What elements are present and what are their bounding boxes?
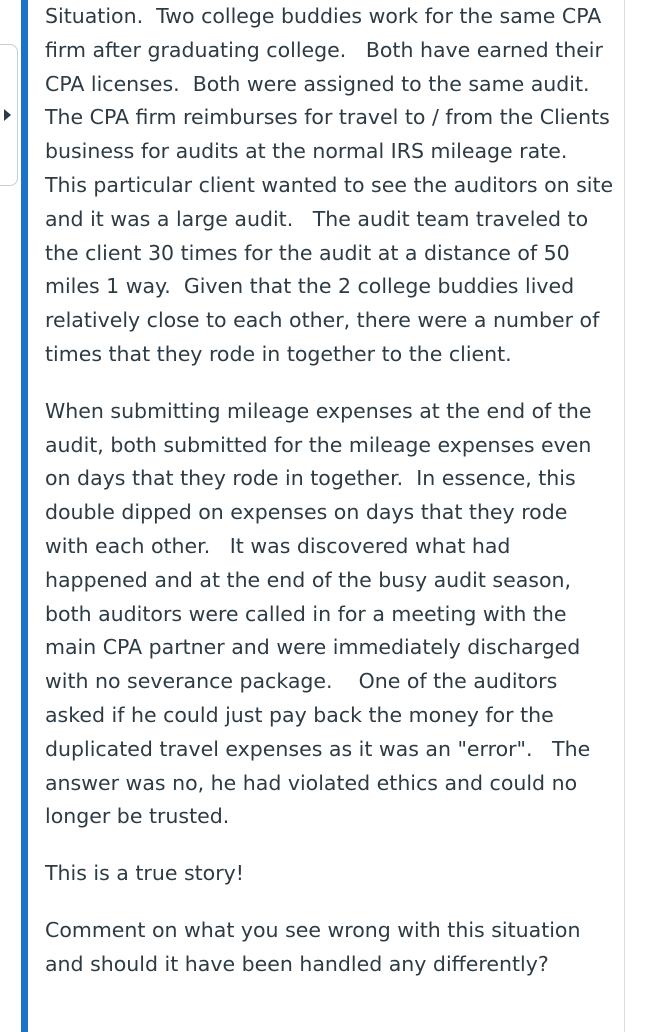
content-right-border xyxy=(624,0,625,1032)
paragraph-spacer xyxy=(45,372,617,395)
triangle-right-icon xyxy=(4,109,11,121)
paragraph-details: When submitting mileage expenses at the end of the audit, both submitted for the mileage expenses even on days that they rode in together. In essence, this double dipped on expenses on days that they rode with each other. It was discovered what had happened and at the end of the busy audit season, both auditors were called in for a meeting with the main CPA partner and were immediately discharged with no severance package. One of the auditors asked if he could just pay back the money for the duplicated travel expenses as it was an "error". The answer was no, he had violated ethics and could no longer be trusted. xyxy=(45,398,599,829)
paragraph-true-story: This is a true story! xyxy=(45,861,245,886)
paragraph-spacer xyxy=(45,834,617,857)
accent-bar xyxy=(21,0,28,1032)
paragraph-situation: Situation. Two college buddies work for the same CPA firm after graduating college. Both have earned their CPA licenses. Both were assigned to the same audit. The CPA firm reimburses for travel to / from the Clients business for audits at the normal IRS mileage rate. This particular client wanted to see the auditors on site and it was a large audit. The audit team traveled to the client 30 times for the audit at a distance of 50 miles 1 way. Given that the 2 college buddies lived relatively close to each other, there were a number of times that they rode in together to the client. xyxy=(45,4,620,366)
post-body xyxy=(45,0,620,982)
collapse-toggle-button[interactable] xyxy=(0,44,18,186)
paragraph-question: Comment on what you see wrong with this situation and should it have been handled any differently? xyxy=(45,917,587,976)
paragraph-spacer xyxy=(45,891,617,914)
